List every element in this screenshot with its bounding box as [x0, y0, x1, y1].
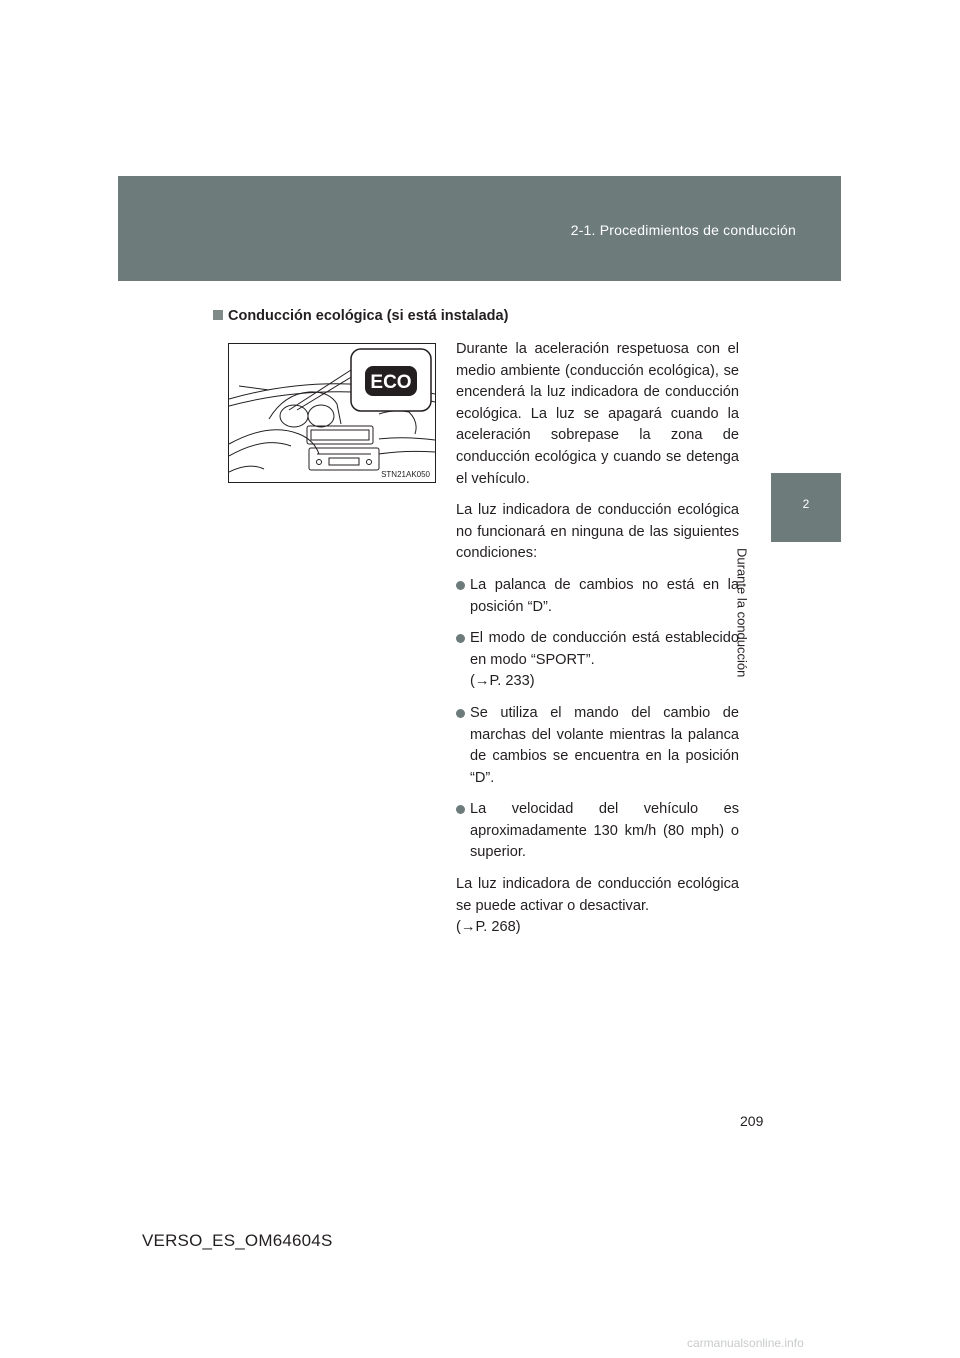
conditions-intro: La luz indicadora de conducción ecológica no funcionará en ninguna de las siguientes condiciones:	[456, 502, 739, 562]
square-bullet-icon	[213, 310, 223, 320]
figure-code: STN21AK050	[381, 470, 430, 479]
conditions-list	[456, 575, 739, 864]
closing-paragraph: La luz indicadora de conducción ecológica se puede activar o desactivar. (→P. 268)	[456, 876, 739, 936]
eco-badge: ECO	[370, 372, 412, 393]
chapter-label: Durante la conducción	[734, 548, 750, 678]
list-item: La palanca de cambios no está en la posición “D”.	[456, 575, 739, 618]
page-reference: (→P. 233)	[470, 673, 535, 690]
bullet-icon	[456, 805, 465, 814]
page-number: 209	[740, 1113, 764, 1129]
intro-paragraph: Durante la aceleración respetuosa con el medio ambiente (conducción ecológica), se encenderá la luz indicadora de conducción ecológica. La luz se apagará cuando la aceleración sobrepase la zona de conducción ecológica y cuando se detenga el vehículo.	[456, 341, 739, 487]
chapter-number: 2	[802, 497, 810, 511]
bullet-icon	[456, 709, 465, 718]
chapter-label-container	[734, 548, 813, 708]
page-reference: (→P. 268)	[456, 919, 521, 936]
bullet-icon	[456, 634, 465, 643]
dashboard-drawing	[229, 344, 435, 482]
header-band	[118, 176, 841, 281]
list-item: La velocidad del vehículo es aproximadamente 130 km/h (80 mph) o superior.	[456, 799, 739, 864]
chapter-tab	[771, 473, 841, 542]
document-code: VERSO_ES_OM64604S	[142, 1231, 333, 1250]
section-title: 2-1. Procedimientos de conducción	[570, 222, 796, 238]
section-heading	[213, 308, 508, 324]
watermark: carmanualsonline.info	[687, 1336, 804, 1350]
bullet-icon	[456, 581, 465, 590]
heading-text: Conducción ecológica (si está instalada)	[228, 308, 509, 324]
list-item: Se utiliza el mando del cambio de marchas del volante mientras la palanca de cambios se encuentra en la posición “D”.	[456, 703, 739, 789]
list-item: El modo de conducción está establecido en modo “SPORT”. (→P. 233)	[456, 628, 739, 693]
body-text	[456, 339, 739, 949]
dashboard-illustration	[228, 343, 436, 483]
